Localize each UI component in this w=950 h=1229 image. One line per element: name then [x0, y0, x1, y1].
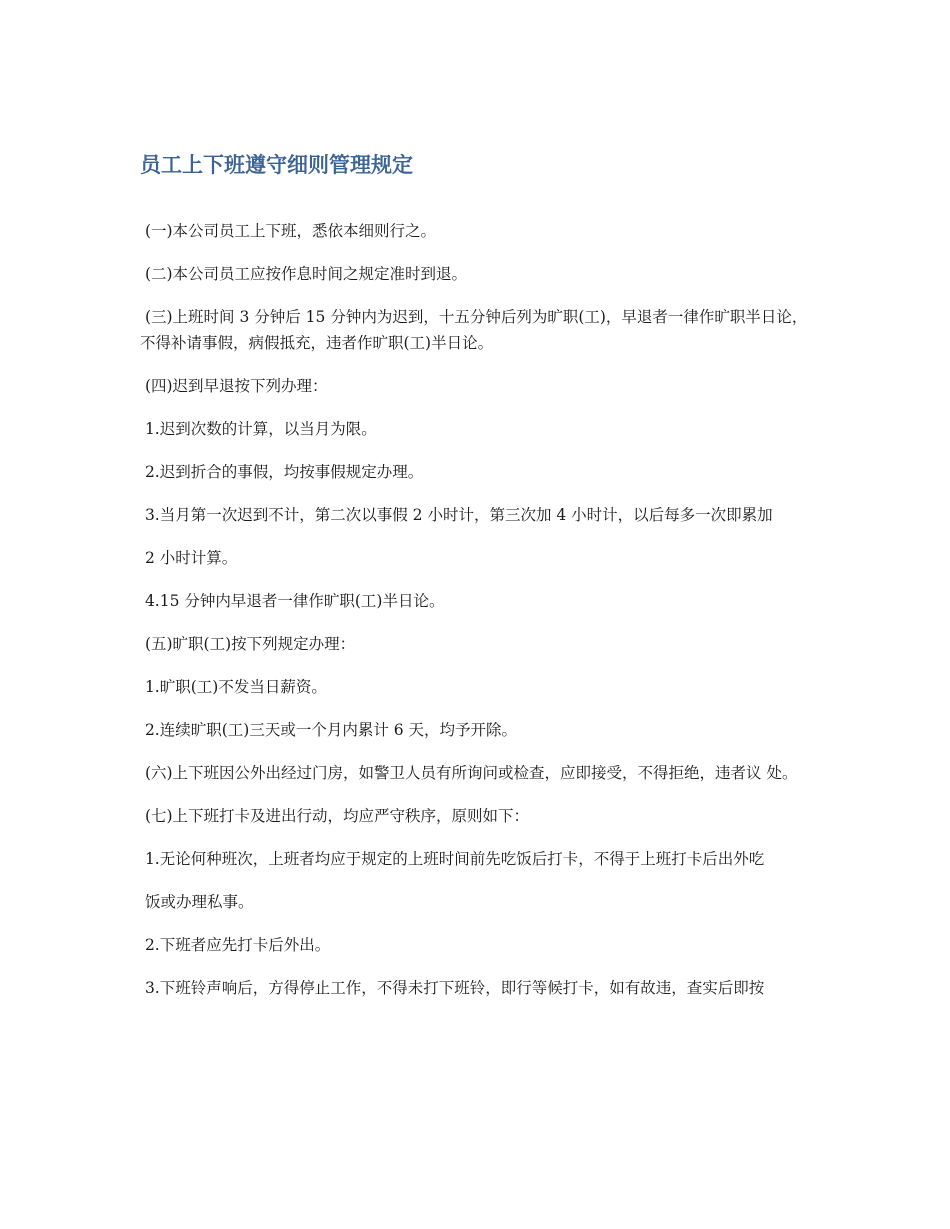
paragraph-5: 1.迟到次数的计算，以当月为限。 — [140, 420, 377, 438]
paragraph-14: (七)上下班打卡及进出行动，均应严守秩序，原则如下： — [140, 807, 530, 825]
document-title: 员工上下班遵守细则管理规定 — [140, 153, 413, 177]
paragraph-2: (二)本公司员工应按作息时间之规定准时到退。 — [140, 265, 468, 283]
paragraph-15: 1.无论何种班次，上班者均应于规定的上班时间前先吃饭后打卡，不得于上班打卡后出外吃 — [140, 850, 765, 868]
paragraph-3: (三)上班时间 3 分钟后 15 分钟内为迟到，十五分钟后列为旷职(工)，早退者一律作旷职半日论，不得补请事假，病假抵充，违者作旷职(工)半日论。 — [140, 308, 808, 352]
paragraph-9: 4.15 分钟内早退者一律作旷职(工)半日论。 — [140, 592, 445, 610]
paragraph-16: 饭或办理私事。 — [140, 893, 254, 911]
paragraph-13: (六)上下班因公外出经过门房，如警卫人员有所询问或检查，应即接受，不得拒绝，违者议 处。 — [140, 764, 798, 782]
paragraph-12: 2.连续旷职(工)三天或一个月内累计 6 天，均予开除。 — [140, 721, 518, 739]
paragraph-7: 3.当月第一次迟到不计，第二次以事假 2 小时计，第三次加 4 小时计，以后每多一次即累加 — [140, 506, 773, 524]
paragraph-8: 2 小时计算。 — [140, 549, 238, 567]
paragraph-17: 2.下班者应先打卡后外出。 — [140, 936, 331, 954]
paragraph-18: 3.下班铃声响后，方得停止工作，不得未打下班铃，即行等候打卡，如有故违，查实后即按 — [140, 979, 765, 997]
document-body — [140, 218, 812, 1018]
paragraph-1: (一)本公司员工上下班，悉依本细则行之。 — [140, 222, 437, 240]
paragraph-6: 2.迟到折合的事假，均按事假规定办理。 — [140, 463, 424, 481]
paragraph-4: (四)迟到早退按下列办理： — [140, 377, 328, 395]
paragraph-10: (五)旷职(工)按下列规定办理： — [140, 635, 356, 653]
paragraph-11: 1.旷职(工)不发当日薪资。 — [140, 678, 327, 696]
